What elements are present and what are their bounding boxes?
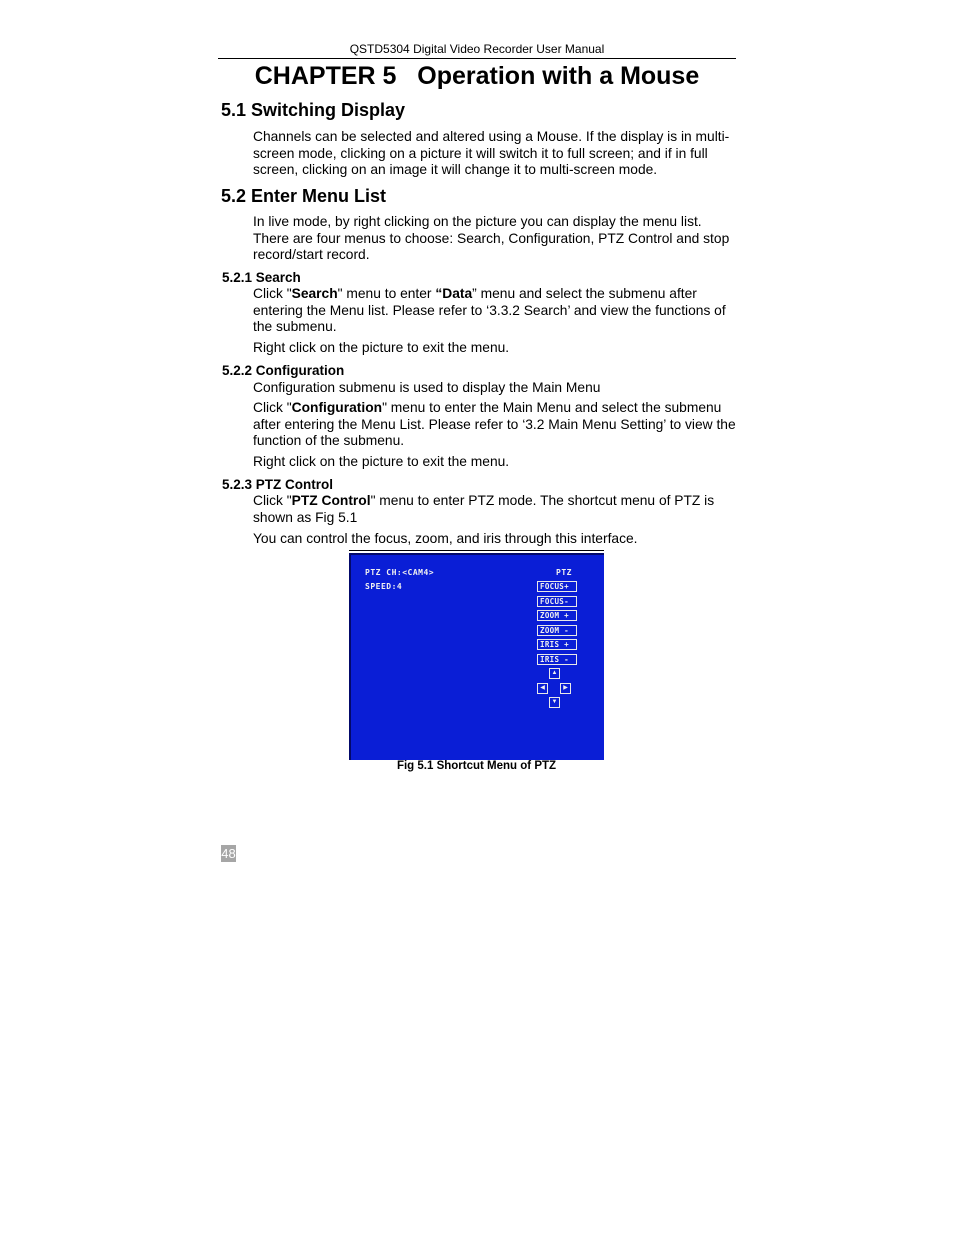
section-5-2-2-intro: Configuration submenu is used to display the Main Menu <box>253 380 601 395</box>
section-5-2-paragraph: In live mode, by right clicking on the picture you can display the menu list. There are four menus to choose: Search, Configuration, PTZ Control and stop record/start record. <box>253 214 730 262</box>
osd-channel-label: PTZ CH:<CAM4> <box>365 568 435 577</box>
text-run: Click " <box>253 286 292 301</box>
section-heading-5-2-3: 5.2.3 PTZ Control <box>222 477 334 492</box>
section-5-1-paragraph: Channels can be selected and altered using a Mouse. If the display is in multi-screen mode, clicking on a picture it will switch it to full screen; and if in full screen, clicking on an image it will change it to multi-screen mode. <box>253 129 730 177</box>
ptz-shortcut-menu-figure <box>349 551 604 760</box>
zoom-plus-button: ZOOM + <box>537 610 577 621</box>
focus-minus-button: FOCUS- <box>537 596 577 607</box>
section-5-2-1-exit-note: Right click on the picture to exit the menu. <box>253 340 510 355</box>
text-run: Click " <box>253 493 292 508</box>
text-run: " menu to enter the Main Menu and select the submenu after entering the Menu List. Please refer to ‘3.2 Main Menu Setting’ to view the function of the submenu. <box>253 400 736 448</box>
bold-term-data: “Data <box>435 286 473 301</box>
section-5-2-2-paragraph <box>253 400 737 450</box>
section-heading-5-2: 5.2 Enter Menu List <box>221 186 387 206</box>
text-run: " menu to enter <box>337 286 436 301</box>
page-number: 48 <box>221 846 236 861</box>
bold-term-configuration: Configuration <box>291 400 383 415</box>
section-heading-5-2-1: 5.2.1 Search <box>222 270 301 285</box>
text-run: " menu to enter PTZ mode. The shortcut menu of PTZ is shown as Fig 5.1 <box>253 493 715 525</box>
arrow-right-icon: ▶ <box>560 683 571 694</box>
section-5-2-1-paragraph <box>253 286 737 336</box>
arrow-down-icon: ▼ <box>549 697 560 708</box>
section-heading-5-2-2: 5.2.2 Configuration <box>222 363 345 378</box>
section-heading-5-1: 5.1 Switching Display <box>221 100 406 120</box>
section-5-2-2-exit-note: Right click on the picture to exit the menu. <box>253 454 510 469</box>
running-header: QSTD5304 Digital Video Recorder User Manual <box>349 42 605 56</box>
arrow-left-icon: ◀ <box>537 683 548 694</box>
focus-plus-button: FOCUS+ <box>537 581 577 592</box>
zoom-minus-button: ZOOM - <box>537 625 577 636</box>
text-run: Click " <box>253 400 292 415</box>
header-rule <box>218 58 736 59</box>
text-run: ” menu and select the submenu after entering the Menu list. Please refer to ‘3.3.2 Search’ and view the functions of the submenu. <box>253 286 726 334</box>
bold-term-search: Search <box>291 286 338 301</box>
section-5-2-3-paragraph <box>253 493 737 526</box>
arrow-up-icon: ▲ <box>549 668 560 679</box>
iris-plus-button: IRIS + <box>537 639 577 650</box>
bold-term-ptz-control: PTZ Control <box>291 493 371 508</box>
osd-ptz-title: PTZ <box>556 568 572 577</box>
osd-speed-label: SPEED:4 <box>365 582 403 591</box>
iris-minus-button: IRIS - <box>537 654 577 665</box>
figure-caption: Fig 5.1 Shortcut Menu of PTZ <box>396 760 557 772</box>
chapter-title: CHAPTER 5 Operation with a Mouse <box>254 62 700 90</box>
section-5-2-3-note: You can control the focus, zoom, and iris through this interface. <box>253 531 638 546</box>
